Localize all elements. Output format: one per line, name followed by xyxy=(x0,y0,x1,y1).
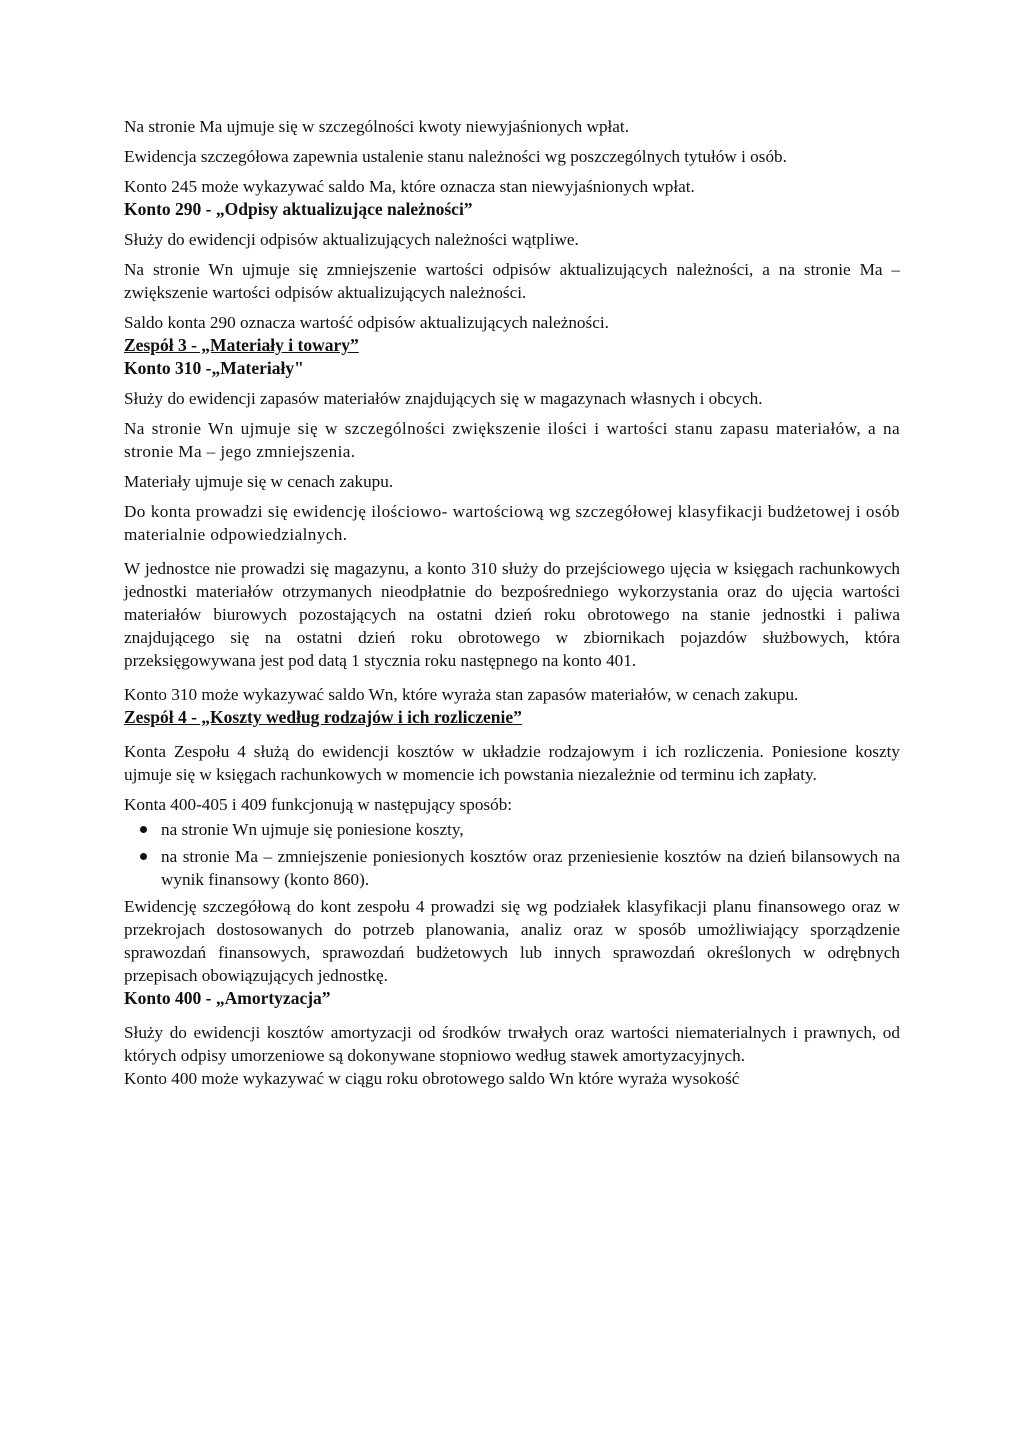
konto-400-paragraph-1: Służy do ewidencji kosztów amortyzacji od środków trwałych oraz wartości niematerialnych i prawnych, od których odpisy umorzeniowe są dokonywane stopniowo według stawek amortyzacyjnych. xyxy=(124,1023,900,1065)
zespol-3-heading: Zespół 3 - „Materiały i towary” xyxy=(124,335,359,355)
konto-310-paragraph-1: Służy do ewidencji zapasów materiałów znajdujących się w magazynach własnych i obcych. xyxy=(124,389,763,408)
konto-310-paragraph-2: Na stronie Wn ujmuje się w szczególności zwiększenie ilości i wartości stanu zapasu materiałów, a na stronie Ma – jego zmniejszenia. xyxy=(124,419,900,461)
konto-290-paragraph-1: Służy do ewidencji odpisów aktualizujących należności wątpliwe. xyxy=(124,230,579,249)
paragraph-konto-245-saldo: Konto 245 może wykazywać saldo Ma, które oznacza stan niewyjaśnionych wpłat. xyxy=(124,177,695,196)
konto-290-paragraph-3: Saldo konta 290 oznacza wartość odpisów aktualizujących należności. xyxy=(124,313,609,332)
bullet-icon xyxy=(140,826,147,833)
list-item xyxy=(124,845,900,891)
konto-310-heading: Konto 310 -„Materiały" xyxy=(124,358,304,378)
konto-310-paragraph-6: Konto 310 może wykazywać saldo Wn, które wyraża stan zapasów materiałów, w cenach zakupu. xyxy=(124,685,799,704)
bullet-icon xyxy=(140,853,147,860)
zespol-4-paragraph-2: Konta 400-405 i 409 funkcjonują w następujący sposób: xyxy=(124,795,513,814)
zespol-4-bullet-list xyxy=(124,818,900,891)
konto-290-heading: Konto 290 - „Odpisy aktualizujące należności” xyxy=(124,199,473,219)
zespol-4-paragraph-3: Ewidencję szczegółową do kont zespołu 4 prowadzi się wg podziałek klasyfikacji planu finansowego oraz w przekrojach dostosowanych do potrzeb planowania, analiz oraz w sposób umożliwiający sporządzenie sprawozdań finansowych, sprawozdań budżetowych lub innych sprawozdań określonych w odrębnych przepisach obowiązujących jednostkę. xyxy=(124,897,900,985)
bullet-text: na stronie Ma – zmniejszenie poniesionych kosztów oraz przeniesienie kosztów na dzień bilansowych na wynik finansowy (konto 860). xyxy=(161,847,900,889)
konto-310-paragraph-5: W jednostce nie prowadzi się magazynu, a konto 310 służy do przejściowego ujęcia w księgach rachunkowych jednostki materiałów otrzymanych nieodpłatnie do bezpośredniego wykorzystania oraz do ujęcia wartości materiałów biurowych pozostających na ostatni dzień roku obrotowego na stanie jednostki i paliwa znajdującego się na ostatni dzień roku obrotowego w zbiornikach pojazdów służbowych, która przeksięgowywana jest pod datą 1 stycznia roku następnego na konto 401. xyxy=(124,559,900,670)
konto-290-paragraph-2: Na stronie Wn ujmuje się zmniejszenie wartości odpisów aktualizujących należności, a na stronie Ma – zwiększenie wartości odpisów aktualizujących należności. xyxy=(124,260,900,302)
bullet-text: na stronie Wn ujmuje się poniesione koszty, xyxy=(161,820,464,839)
konto-400-heading: Konto 400 - „Amortyzacja” xyxy=(124,988,331,1008)
zespol-4-heading: Zespół 4 - „Koszty według rodzajów i ich rozliczenie” xyxy=(124,707,522,727)
paragraph-ewidencja-szczegolowa: Ewidencja szczegółowa zapewnia ustalenie stanu należności wg poszczególnych tytułów i osób. xyxy=(124,147,787,166)
konto-310-paragraph-4: Do konta prowadzi się ewidencję ilościowo- wartościową wg szczegółowej klasyfikacji budżetowej i osób materialnie odpowiedzialnych. xyxy=(124,502,900,544)
paragraph-ma-niewyjasnione: Na stronie Ma ujmuje się w szczególności kwoty niewyjaśnionych wpłat. xyxy=(124,117,630,136)
konto-400-paragraph-2: Konto 400 może wykazywać w ciągu roku obrotowego saldo Wn które wyraża wysokość xyxy=(124,1069,740,1088)
zespol-4-paragraph-1: Konta Zespołu 4 służą do ewidencji kosztów w układzie rodzajowym i ich rozliczenia. Poniesione koszty ujmuje się w księgach rachunkowych w momencie ich powstania niezależnie od terminu ich zapłaty. xyxy=(124,742,900,784)
konto-310-paragraph-3: Materiały ujmuje się w cenach zakupu. xyxy=(124,472,394,491)
list-item xyxy=(124,818,900,841)
